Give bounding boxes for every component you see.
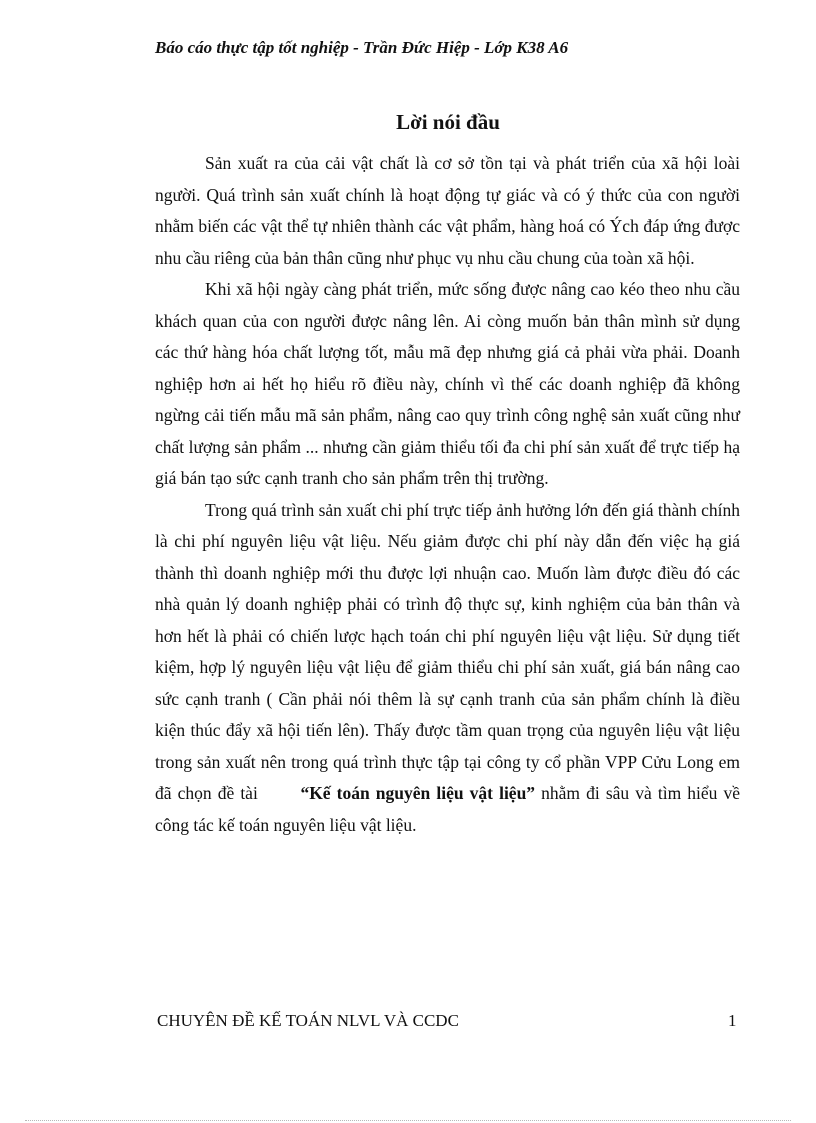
topic-title-bold: “Kế toán nguyên liệu vật liệu” (300, 783, 536, 803)
page-title: Lời nói đầu (396, 110, 500, 134)
paragraph-3-text-after: nhằm đi sâu và tìm hiểu về công tác kế toán nguyên liệu vật liệu. (155, 783, 741, 835)
footer-title: CHUYÊN ĐỀ KẾ TOÁN NLVL VÀ CCDC (157, 1011, 459, 1030)
paragraph-2: Khi xã hội ngày càng phát triển, mức sống được nâng cao kéo theo nhu cầu khách quan của con người được nâng lên. Ai còng muốn bản thân mình sử dụng các thứ hàng hóa chất lượng tốt, mẫu mã đẹp nhưng giá cả phải vừa phải. Doanh nghiệp hơn ai hết họ hiểu rõ điều này, chính vì thế các doanh nghiệp đã không ngừng cải tiến mẫu mã sản phẩm, nâng cao quy trình công nghệ sản xuất cũng như chất lượng sản phẩm ... nhưng cần giảm thiểu tối đa chi phí sản xuất để trực tiếp hạ giá bán tạo sức cạnh tranh cho sản phẩm trên thị trường. (155, 279, 740, 488)
paragraph-3 (155, 495, 740, 842)
page-bottom-divider (25, 1120, 791, 1121)
paragraph-1: Sản xuất ra của cải vật chất là cơ sở tồn tại và phát triển của xã hội loài người. Quá trình sản xuất chính là hoạt động tự giác và có ý thức của con người nhằm biến các vật thể tự nhiên thành các vật phẩm, hàng hoá có Ých đáp ứng được nhu cầu riêng của bản thân cũng như phục vụ nhu cầu chung của toàn xã hội. (155, 153, 740, 268)
document-body (155, 148, 740, 841)
running-header: Báo cáo thực tập tốt nghiệp - Trần Đức Hiệp - Lớp K38 A6 (155, 38, 569, 57)
page-number: 1 (728, 1011, 737, 1030)
paragraph-3-text-before: Trong quá trình sản xuất chi phí trực tiếp ảnh hưởng lớn đến giá thành chính là chi phí nguyên liệu vật liệu. Nếu giảm được chi phí này dẫn đến việc hạ giá thành thì doanh nghiệp mới thu được lợi nhuận cao. Muốn làm được điều đó các nhà quản lý doanh nghiệp phải có trình độ thực sự, kinh nghiệm của bản thân và hơn hết là phải có chiến lược hạch toán chi phí nguyên liệu vật liệu. Sử dụng tiết kiệm, hợp lý nguyên liệu vật liệu để giảm thiểu chi phí sản xuất, giá bán nâng cao sức cạnh tranh ( Cần phải nói thêm là sự cạnh tranh của sản phẩm chính là điều kiện thúc đẩy xã hội tiến lên). Thấy được tầm quan trọng của nguyên liệu vật liệu trong sản xuất nên trong quá trình thực tập tại công ty cổ phần VPP Cửu Long em đã chọn đề tài (155, 499, 741, 803)
